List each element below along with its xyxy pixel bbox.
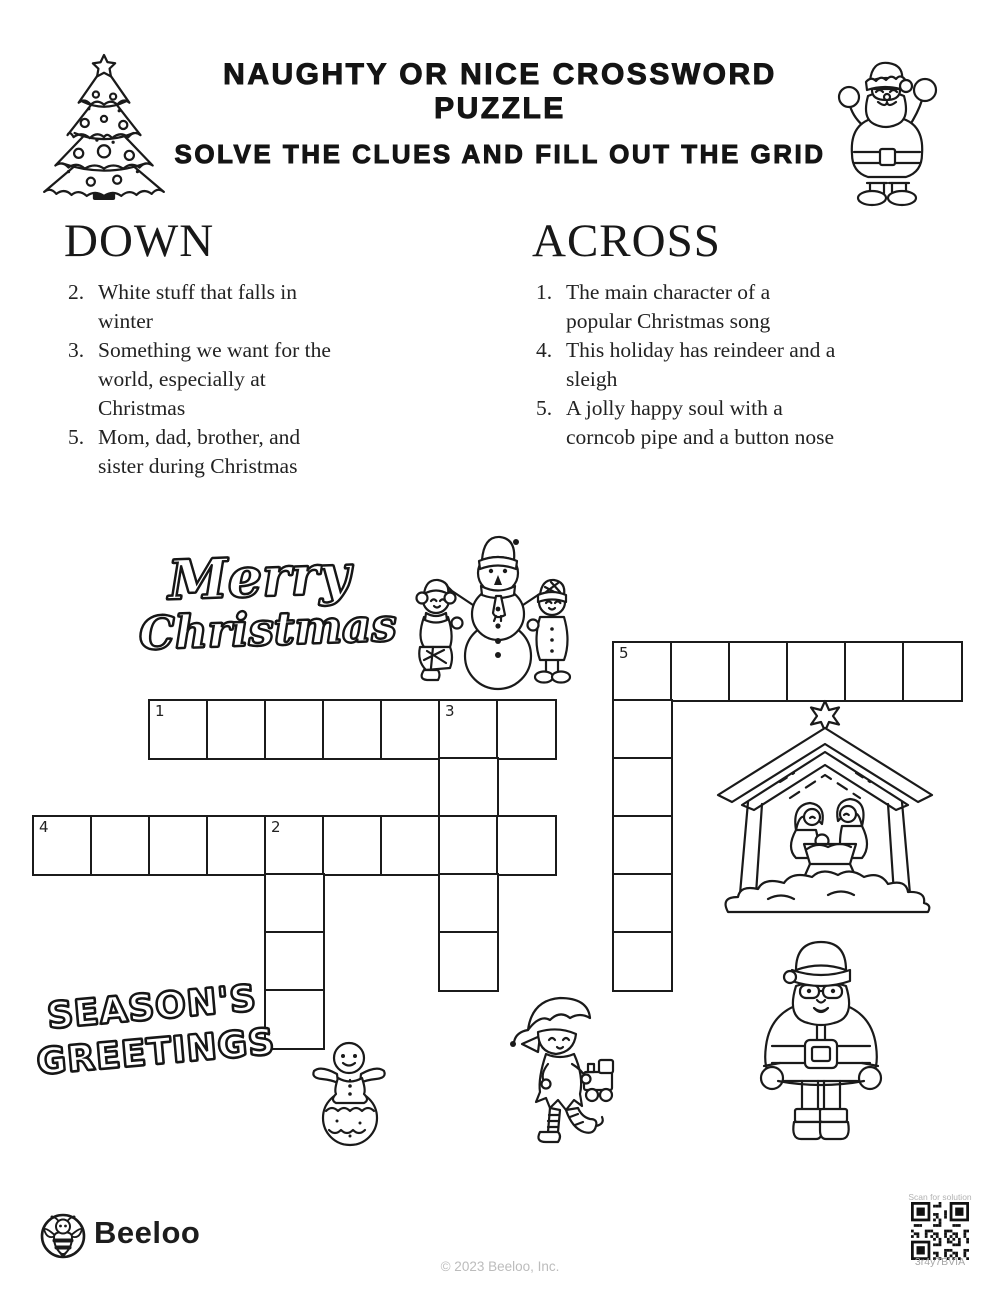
gingerbread-on-ornament-icon <box>306 1038 392 1148</box>
seasons-greetings-line2: GREETINGS <box>35 1021 277 1084</box>
crossword-cell-4[interactable] <box>32 815 93 876</box>
cell-number: 3 <box>445 702 455 720</box>
merry-christmas-line1: Merry <box>166 541 352 613</box>
crossword-cell[interactable] <box>438 931 499 992</box>
waving-santa-icon <box>830 56 944 208</box>
clue-number: 1. <box>536 280 553 304</box>
across-heading: ACROSS <box>532 215 721 267</box>
crossword-cell[interactable] <box>844 641 905 702</box>
clue-number: 5. <box>536 396 553 420</box>
crossword-cell[interactable] <box>322 815 383 876</box>
clue-text: This holiday has reindeer and a sleigh <box>566 338 836 391</box>
crossword-cell-2[interactable] <box>264 815 325 876</box>
merry-christmas-lettering <box>136 541 398 661</box>
down-clue-5 <box>68 423 398 481</box>
across-clue-list <box>536 278 866 452</box>
crossword-cell[interactable] <box>612 815 673 876</box>
clue-text: A jolly happy soul with a corncob pipe and a button nose <box>566 396 835 449</box>
clue-number: 2. <box>68 280 85 304</box>
across-clue-5 <box>536 394 866 452</box>
beeloo-wordmark: Beeloo <box>94 1215 201 1250</box>
crossword-cell[interactable] <box>380 815 441 876</box>
across-clue-1 <box>536 278 866 336</box>
crossword-cell[interactable] <box>612 873 673 934</box>
beeloo-bee-logo-icon <box>38 1211 88 1261</box>
crossword-cell[interactable] <box>322 699 383 760</box>
merry-christmas-line2: Christmas <box>138 598 398 661</box>
seasons-greetings-lettering <box>25 975 284 1087</box>
down-heading: DOWN <box>64 215 215 267</box>
crossword-cell[interactable] <box>206 815 267 876</box>
clue-text: Mom, dad, brother, and sister during Christmas <box>98 425 301 478</box>
page-subtitle: SOLVE THE CLUES AND FILL OUT THE GRID <box>174 139 826 169</box>
crossword-cell[interactable] <box>438 815 499 876</box>
crossword-cell[interactable] <box>438 757 499 818</box>
christmas-tree-icon <box>38 52 170 202</box>
down-clue-list <box>68 278 398 481</box>
cell-number: 4 <box>39 818 49 836</box>
crossword-cell[interactable] <box>206 699 267 760</box>
crossword-cell-5[interactable] <box>612 641 673 702</box>
cell-number: 5 <box>619 644 629 662</box>
crossword-cell[interactable] <box>728 641 789 702</box>
snowman-with-kids-icon <box>400 528 596 692</box>
crossword-cell[interactable] <box>612 699 673 760</box>
crossword-cell[interactable] <box>786 641 847 702</box>
elf-with-toy-train-icon <box>498 986 620 1148</box>
crossword-cell[interactable] <box>90 815 151 876</box>
qr-code <box>911 1202 969 1260</box>
crossword-cell-3[interactable] <box>438 699 499 760</box>
crossword-cell[interactable] <box>670 641 731 702</box>
crossword-cell[interactable] <box>902 641 963 702</box>
crossword-cell[interactable] <box>496 815 557 876</box>
standing-santa-icon <box>742 930 900 1148</box>
across-clue-4 <box>536 336 866 394</box>
down-clue-3 <box>68 336 398 423</box>
clue-number: 4. <box>536 338 553 362</box>
clue-number: 5. <box>68 425 85 449</box>
clue-text: White stuff that falls in winter <box>98 280 298 333</box>
qr-caption: Scan for solution <box>908 1192 972 1202</box>
nativity-scene-icon <box>710 698 940 920</box>
cell-number: 2 <box>271 818 281 836</box>
clue-number: 3. <box>68 338 85 362</box>
page-title: NAUGHTY OR NICE CROSSWORD PUZZLE <box>223 58 777 125</box>
clue-text: The main character of a popular Christmas song <box>566 280 771 333</box>
crossword-cell[interactable] <box>264 699 325 760</box>
crossword-cell-1[interactable] <box>148 699 209 760</box>
down-clue-2 <box>68 278 398 336</box>
crossword-cell[interactable] <box>264 873 325 934</box>
crossword-cell[interactable] <box>148 815 209 876</box>
cell-number: 1 <box>155 702 165 720</box>
crossword-cell[interactable] <box>380 699 441 760</box>
seasons-greetings-line1: SEASON'S <box>45 978 259 1038</box>
clue-text: Something we want for the world, especially at Christmas <box>98 338 331 420</box>
qr-code-text: 3r4y7BVIA <box>914 1256 966 1268</box>
crossword-cell[interactable] <box>612 931 673 992</box>
crossword-cell[interactable] <box>496 699 557 760</box>
copyright-text: © 2023 Beeloo, Inc. <box>440 1259 560 1274</box>
crossword-cell[interactable] <box>438 873 499 934</box>
crossword-cell[interactable] <box>612 757 673 818</box>
